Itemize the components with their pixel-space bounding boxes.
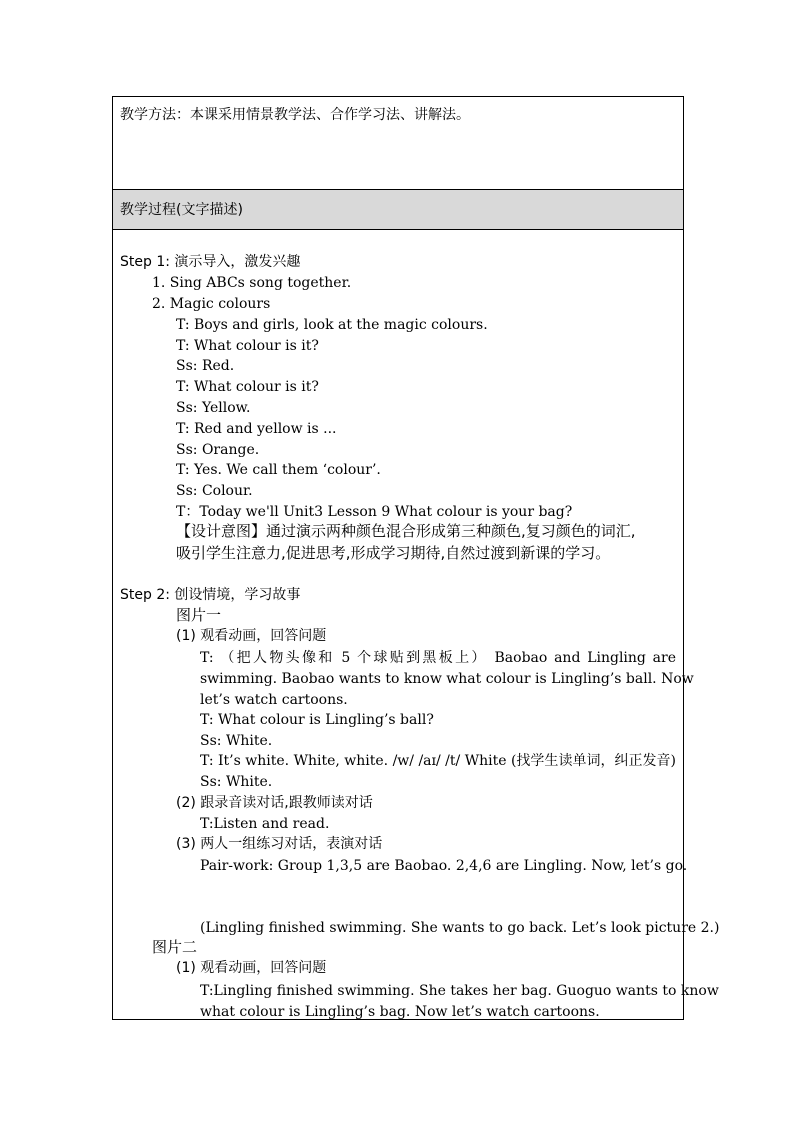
dialogue-line: T: What colour is it? xyxy=(176,379,319,395)
dialogue-line: Ss: Red. xyxy=(176,358,235,374)
story-line: T: （把人物头像和 5 个球贴到黑板上） Baobao and Lingling are xyxy=(200,650,676,666)
dialogue-line: T：Today we'll Unit3 Lesson 9 What colour is your bag? xyxy=(176,504,573,520)
story-line: what colour is Lingling’s bag. Now let’s watch cartoons. xyxy=(200,1004,600,1020)
dialogue-line: T: Boys and girls, look at the magic colours. xyxy=(176,317,488,333)
picture-one-label: 图片一 xyxy=(176,606,222,624)
story-line: Ss: White. xyxy=(200,774,273,790)
story-line: T:Listen and read. xyxy=(200,816,330,832)
design-intent-line-1: 【设计意图】通过演示两种颜色混合形成第三种颜色,复习颜色的词汇, xyxy=(176,522,636,540)
process-header-text: 教学过程(文字描述) xyxy=(120,202,243,218)
story-line: Ss: White. xyxy=(200,733,273,749)
story-line: swimming. Baobao wants to know what colour is Lingling’s ball. Now xyxy=(200,671,694,687)
picture-two-task-1: (1) 观看动画，回答问题 xyxy=(176,960,327,976)
story-line: T: It’s white. White, white. /w/ /aɪ/ /t/ White (找学生读单词，纠正发音) xyxy=(200,753,676,769)
story-line: T:Lingling finished swimming. She takes her bag. Guoguo wants to know xyxy=(200,983,719,999)
design-intent-line-2: 吸引学生注意力,促进思考,形成学习期待,自然过渡到新课的学习。 xyxy=(176,544,611,562)
teaching-method-cell xyxy=(113,97,683,190)
dialogue-line: T: Red and yellow is ... xyxy=(176,421,337,437)
teaching-method-text: 教学方法：本课采用情景教学法、合作学习法、讲解法。 xyxy=(120,107,470,123)
dialogue-line: Ss: Yellow. xyxy=(176,400,251,416)
step1-title: Step 1: 演示导入，激发兴趣 xyxy=(120,254,301,270)
step1-item-2: 2. Magic colours xyxy=(152,296,271,312)
step2-title: Step 2: 创设情境，学习故事 xyxy=(120,587,301,603)
picture-one-task-2: (2) 跟录音读对话,跟教师读对话 xyxy=(176,795,373,811)
dialogue-line: T: What colour is it? xyxy=(176,338,319,354)
story-line: Pair-work: Group 1,3,5 are Baobao. 2,4,6 are Lingling. Now, let’s go. xyxy=(200,858,688,874)
story-line: let’s watch cartoons. xyxy=(200,692,348,708)
picture-one-task-3: (3) 两人一组练习对话，表演对话 xyxy=(176,836,383,852)
picture-one-task-1: (1) 观看动画，回答问题 xyxy=(176,628,327,644)
story-line: (Lingling finished swimming. She wants to go back. Let’s look picture 2.) xyxy=(200,920,720,936)
picture-two-label: 图片二 xyxy=(152,938,198,956)
story-line: T: What colour is Lingling’s ball? xyxy=(200,712,434,728)
dialogue-line: Ss: Colour. xyxy=(176,483,253,499)
step1-item-1: 1. Sing ABCs song together. xyxy=(152,275,352,291)
process-header-cell xyxy=(113,190,683,230)
dialogue-line: T: Yes. We call them ‘colour’. xyxy=(176,462,381,478)
dialogue-line: Ss: Orange. xyxy=(176,442,260,458)
